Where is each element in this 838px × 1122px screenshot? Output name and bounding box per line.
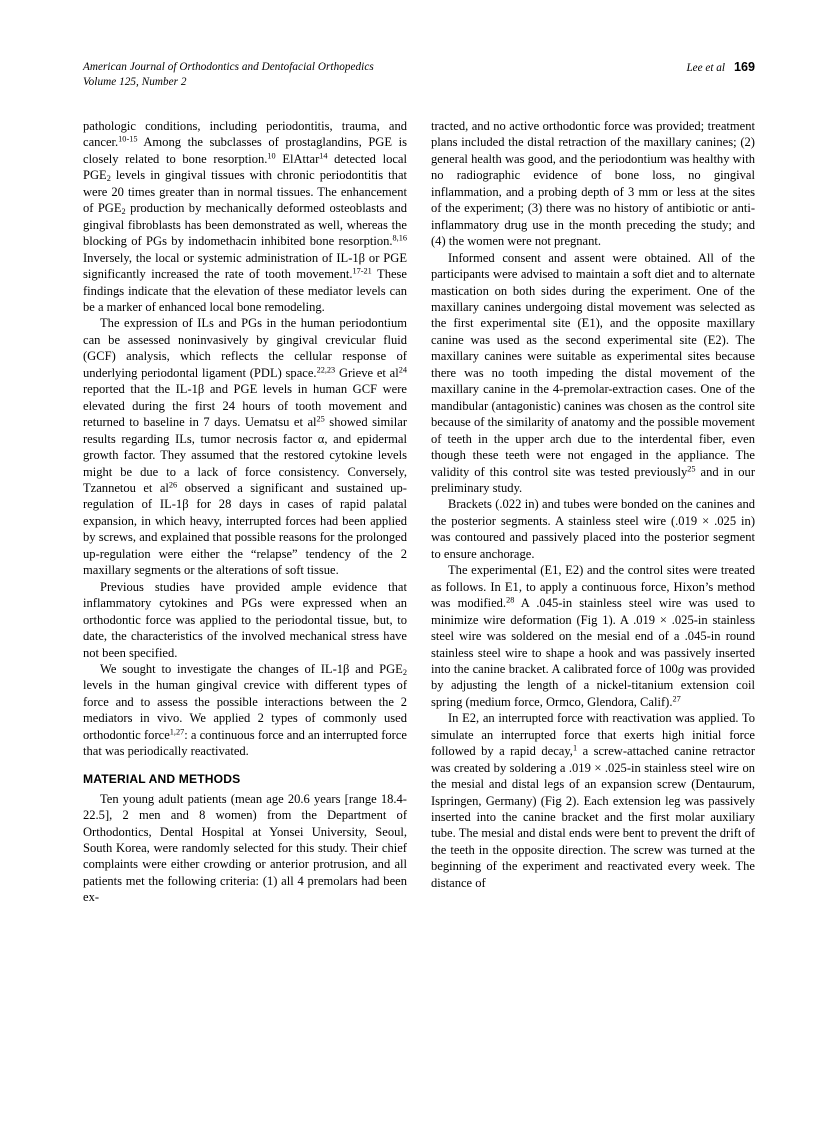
right-column [431,118,755,1048]
paragraph-experimental-e1: The experimental (E1, E2) and the control sites were treated as follows. In E1, to apply a continuous force, Hixon’s method was modified.$^{28}$ A .045-in stainless steel wire was used to minimize wire deformation (Fig 1). A .019 × .025-in stainless steel wire was soldered on the mesial end of a .045-in round stainless steel wire to shape a hook and was passively inserted into the canine bracket. A calibrated force of 100g was provided by adjusting the length of a nickel-titanium extension coil spring (medium force, Ormco, Glendora, Calif).$^{27}$ [431,563,755,709]
journal-title-block [83,60,374,89]
paragraph-brackets: Brackets (.022 in) and tubes were bonded on the canines and the posterior segments. A stainless steel wire (.019 × .025 in) was contoured and passively placed into the posterior segment to ensure anchorage. [431,497,755,561]
running-head-authors: Lee et al [686,62,725,74]
left-column [83,118,407,1048]
paragraph-criteria-continued: tracted, and no active orthodontic force was provided; treatment plans included the distal retraction of the maxillary canines; (2) general health was good, and the periodontium was healthy with no radiographic evidence of bone loss, no gingival inflammation, and a probing depth of 3 mm or less at the sites of the experiment; (3) there was no history of antibiotic or anti-inflammatory drug use in the month preceding the study; and (4) the women were not pregnant. [431,119,755,249]
paragraph-patients: Ten young adult patients (mean age 20.6 years [range 18.4-22.5], 2 men and 8 women) from the Department of Orthodontics, Dental Hospital at Yonsei University, Seoul, South Korea, were randomly selected for this study. Their chief complaints were either crowding or anterior protrusion, and all patients met the following criteria: (1) all 4 premolars had been ex- [83,791,407,905]
paragraph-experimental-e2: In E2, an interrupted force with reactivation was applied. To simulate an interrupted force that exerts high initial force followed by a rapid decay,$^1$ a screw-attached canine retractor was created by soldering a .019 × .025-in stainless steel wire on the mesial and distal legs of an expansion screw (Dentaurum, Ispringen, Germany) (Fig 2). Each extension leg was passively inserted into the canine bracket and the first molar auxiliary tube. The mesial and distal ends were bent to prevent the drift of the teeth in the opposite direction. The screw was turned at the beginning of the experiment and reactivated every week. The distance of [431,711,755,890]
paragraph-prostaglandins: pathologic conditions, including periodontitis, trauma, and cancer.$^{10-15}$ Among the subclasses of prostaglandins, PGE is closely related to bone resorption.$^{10}$ ElAttar$^{14}$ detected local $PGE_2$ levels in gingival tissues with chronic periodontitis that were 20 times greater than in normal tissues. The enhancement of $PGE_2$ production by mechanically deformed osteoblasts and gingival fibroblasts has been demonstrated as well, whereas the blocking of PGs by indomethacin inhibited bone resorption.$^{8,16}$ Inversely, the local or systemic administration of IL-1β or PGE significantly increased the rate of tooth movement.$^{17-21}$ These findings indicate that the elevation of these mediator levels can be a marker of enhanced local bone remodeling. [83,119,407,314]
running-head-right [686,60,755,74]
section-heading-material-and-methods: MATERIAL AND METHODS [83,772,241,787]
paragraph-informed-consent: Informed consent and assent were obtained. All of the participants were advised to maintain a soft diet and to alternate mastication on both sides during the experiment. One of the maxillary canines undergoing distal movement was selected as the first experimental site (E1), and the opposite maxillary canine was used as the second experimental site (E2). The maxillary canines were suitable as experimental sites because there was no tooth impeding the distal movement of the maxillary canine in the 4-premolar-extraction cases. One of the mandibular (antagonistic) canines was chosen as the control site because of the similarity of anatomy and the possible movement of teeth in the upper arch due to the interdental fiber, even though these teeth were not engaged in the appliance. The validity of this control site was tested previously$^{25}$ and in our preliminary study. [431,250,755,495]
running-head [83,60,755,96]
journal-title: American Journal of Orthodontics and Dentofacial Orthopedics [83,61,374,73]
body-columns [83,118,756,1048]
journal-volume-issue: Volume 125, Number 2 [83,75,187,88]
paragraph-aim: We sought to investigate the changes of IL-1β and $PGE_2$ levels in the human gingival crevice with different types of force and to assess the possible interactions between the 2 mediators in vivo. We applied 2 types of commonly used orthodontic force$^{1,27}$: a continuous force and an interrupted force that was periodically reactivated. [83,661,408,759]
paragraph-previous-studies: Previous studies have provided ample evidence that inflammatory cytokines and PGs were expressed when an orthodontic force was applied to the periodontal tissue, but, to date, the characteristics of the involved mechanical stress have not been specified. [83,579,407,660]
paragraph-gcf-analysis: The expression of ILs and PGs in the human periodontium can be assessed noninvasively by gingival crevicular fluid (GCF) analysis, which reflects the cellular response of underlying periodontal ligament (PDL) space.$^{22,23}$ Grieve et $al^{24}$ reported that the IL-1β and PGE levels in human GCF were elevated during the first 24 hours of tooth movement and returned to baseline in 7 days. Uematsu et $al^{25}$ showed similar results regarding ILs, tumor necrosis factor α, and epidermal growth factor. They assumed that the restored cytokine levels might be due to a lack of force consistency. Conversely, Tzannetou et $al^{26}$ observed a significant and sustained up-regulation of IL-1β for 28 days in cases of rapid palatal expansion, in which heavy, interrupted forces had been applied by screws, and explained that possible reasons for the prolonged up-regulation were either the “relapse” tendency of the 2 maxillary segments or the alterations of soft tissue. [83,316,408,578]
page-number: 169 [733,60,755,74]
